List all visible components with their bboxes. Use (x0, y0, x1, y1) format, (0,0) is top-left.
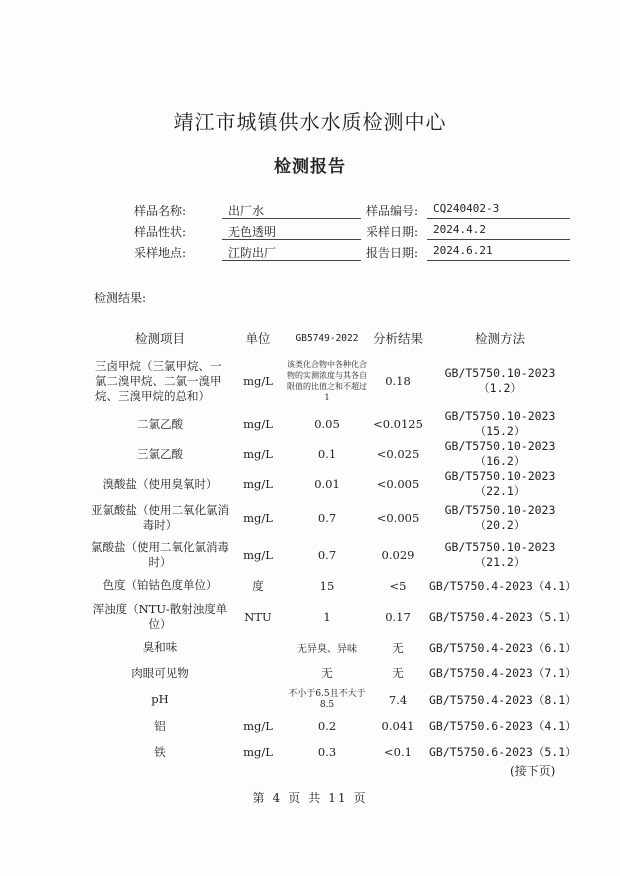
item-name: 铁 (154, 744, 166, 759)
item-name: 三卤甲烷（三氯甲烷、一氯二溴甲烷、二氯一溴甲烷、三溴甲烷的总和） (95, 358, 222, 403)
item-name: 三氯乙酸 (137, 446, 183, 461)
item-method: GB/T5750.4-2023（6.1） (429, 640, 577, 655)
item-result: 7.4 (388, 692, 408, 707)
continued-note: (接下页) (510, 764, 556, 778)
sample-code-label: 样品编号: (365, 204, 418, 218)
column-header-standard: GB5749-2022 (295, 332, 359, 344)
page-number: 4 (272, 791, 283, 805)
column-header-method: 检测方法 (474, 331, 525, 346)
item-name: 肉眼可见物 (131, 665, 189, 680)
page-unit: 页 (288, 791, 303, 805)
item-result: <0.025 (376, 447, 420, 461)
table-row (91, 536, 571, 573)
item-standard: 0.05 (314, 417, 340, 431)
item-method: GB/T5750.4-2023（7.1） (429, 666, 577, 680)
item-result: <0.005 (376, 510, 420, 525)
table-row (91, 409, 571, 439)
sample-info-row-2 (0, 223, 620, 241)
item-method: GB/T5750.4-2023（8.1） (429, 692, 577, 707)
item-unit: mg/L (243, 745, 273, 759)
item-method: GB/T5750.10-2023（1.2） (444, 366, 556, 395)
item-unit: mg/L (243, 374, 273, 388)
item-result: <0.1 (384, 745, 412, 759)
item-unit (229, 635, 287, 660)
item-result: 0.041 (381, 719, 415, 733)
item-result: 0.029 (381, 547, 415, 562)
item-standard: 0.2 (317, 719, 337, 733)
item-name: 色度（铂钴色度单位） (102, 578, 218, 592)
table-row (91, 439, 571, 469)
sample-code-value: CQ240402-3 (427, 202, 570, 219)
table-row (91, 713, 571, 739)
item-unit: mg/L (243, 510, 273, 525)
item-method: GB/T5750.10-2023（16.2） (444, 439, 556, 468)
sample-nature-value: 无色透明 (222, 223, 361, 240)
item-unit: mg/L (243, 447, 273, 461)
item-standard: 0.01 (314, 477, 340, 491)
table-row (91, 469, 571, 499)
column-header-unit: 单位 (245, 331, 271, 346)
item-name: 铝 (154, 718, 166, 733)
table-row (91, 686, 571, 713)
table-row (91, 660, 571, 686)
total-pages: 11 (328, 791, 348, 805)
item-result: 0.18 (385, 374, 411, 388)
table-row (91, 573, 571, 598)
report-title: 检测报告 (274, 157, 346, 177)
report-date-value: 2024.6.21 (427, 244, 570, 261)
item-name: 浑浊度（NTU-散射浊度单位） (92, 601, 228, 631)
item-method: GB/T5750.10-2023（22.1） (444, 469, 556, 498)
results-label: 检测结果: (94, 291, 147, 305)
item-result: <5 (389, 578, 407, 593)
item-unit: NTU (244, 609, 272, 624)
page-prefix: 第 (252, 791, 267, 805)
item-name: pH (151, 692, 169, 706)
item-standard: 该类化合物中各种化合物的实测浓度与其各自限值的比值之和不超过1 (287, 360, 367, 402)
item-unit: 度 (252, 578, 264, 593)
item-result: 无 (392, 666, 404, 680)
item-standard: 无异臭、异味 (297, 644, 357, 655)
results-table-header (91, 323, 571, 353)
total-unit: 页 (353, 791, 368, 805)
sampling-location-label: 采样地点: (133, 246, 186, 260)
sample-info-row-3 (0, 244, 620, 262)
sampling-location-value: 江防出厂 (222, 244, 361, 261)
item-unit: mg/L (243, 417, 273, 431)
item-unit: mg/L (243, 547, 273, 562)
item-name: 溴酸盐（使用臭氧时） (102, 476, 218, 491)
item-standard: 0.1 (317, 447, 337, 461)
results-table (91, 323, 577, 765)
item-method: GB/T5750.6-2023（5.1） (429, 745, 577, 759)
item-standard: 不小于6.5且不大于8.5 (288, 688, 366, 710)
page-footer (0, 789, 620, 806)
table-row (91, 353, 571, 409)
item-method: GB/T5750.10-2023（21.2） (444, 539, 556, 569)
item-result: 0.17 (385, 609, 411, 624)
sample-name-value: 出厂水 (222, 202, 361, 219)
sample-name-label: 样品名称: (133, 204, 186, 218)
table-row (91, 635, 571, 660)
total-prefix: 共 (308, 791, 323, 805)
item-method: GB/T5750.10-2023（15.2） (444, 409, 556, 438)
item-result: <0.0125 (373, 417, 423, 431)
table-row (91, 598, 571, 635)
sampling-date-label: 采样日期: (365, 225, 418, 239)
report-date-label: 报告日期: (365, 246, 418, 260)
item-result: 无 (392, 640, 404, 655)
table-row (91, 499, 571, 536)
item-unit: mg/L (243, 477, 273, 491)
item-name: 二氯乙酸 (137, 416, 183, 431)
item-result: <0.005 (376, 477, 420, 491)
sample-info-row-1 (0, 202, 620, 220)
item-name: 亚氯酸盐（使用二氧化氯消毒时） (91, 502, 229, 532)
item-unit (229, 660, 287, 686)
organization-title: 靖江市城镇供水水质检测中心 (173, 110, 447, 134)
item-standard: 15 (319, 578, 335, 593)
table-row (91, 739, 571, 765)
item-standard: 0.3 (317, 745, 337, 759)
item-unit: mg/L (243, 719, 273, 733)
column-header-item: 检测项目 (134, 331, 185, 346)
column-header-result: 分析结果 (372, 331, 423, 346)
sampling-date-value: 2024.4.2 (427, 223, 570, 240)
sample-nature-label: 样品性状: (133, 225, 186, 239)
item-standard: 1 (323, 609, 331, 624)
item-method: GB/T5750.6-2023（4.1） (429, 719, 577, 733)
item-name: 臭和味 (142, 640, 178, 654)
item-name: 氯酸盐（使用二氧化氯消毒时） (91, 539, 229, 569)
item-unit (229, 686, 287, 713)
item-standard: 无 (321, 666, 333, 680)
item-standard: 0.7 (317, 510, 337, 525)
item-method: GB/T5750.4-2023（4.1） (429, 578, 577, 593)
item-method: GB/T5750.4-2023（5.1） (429, 609, 577, 624)
item-standard: 0.7 (317, 547, 337, 562)
item-method: GB/T5750.10-2023（20.2） (444, 502, 556, 532)
